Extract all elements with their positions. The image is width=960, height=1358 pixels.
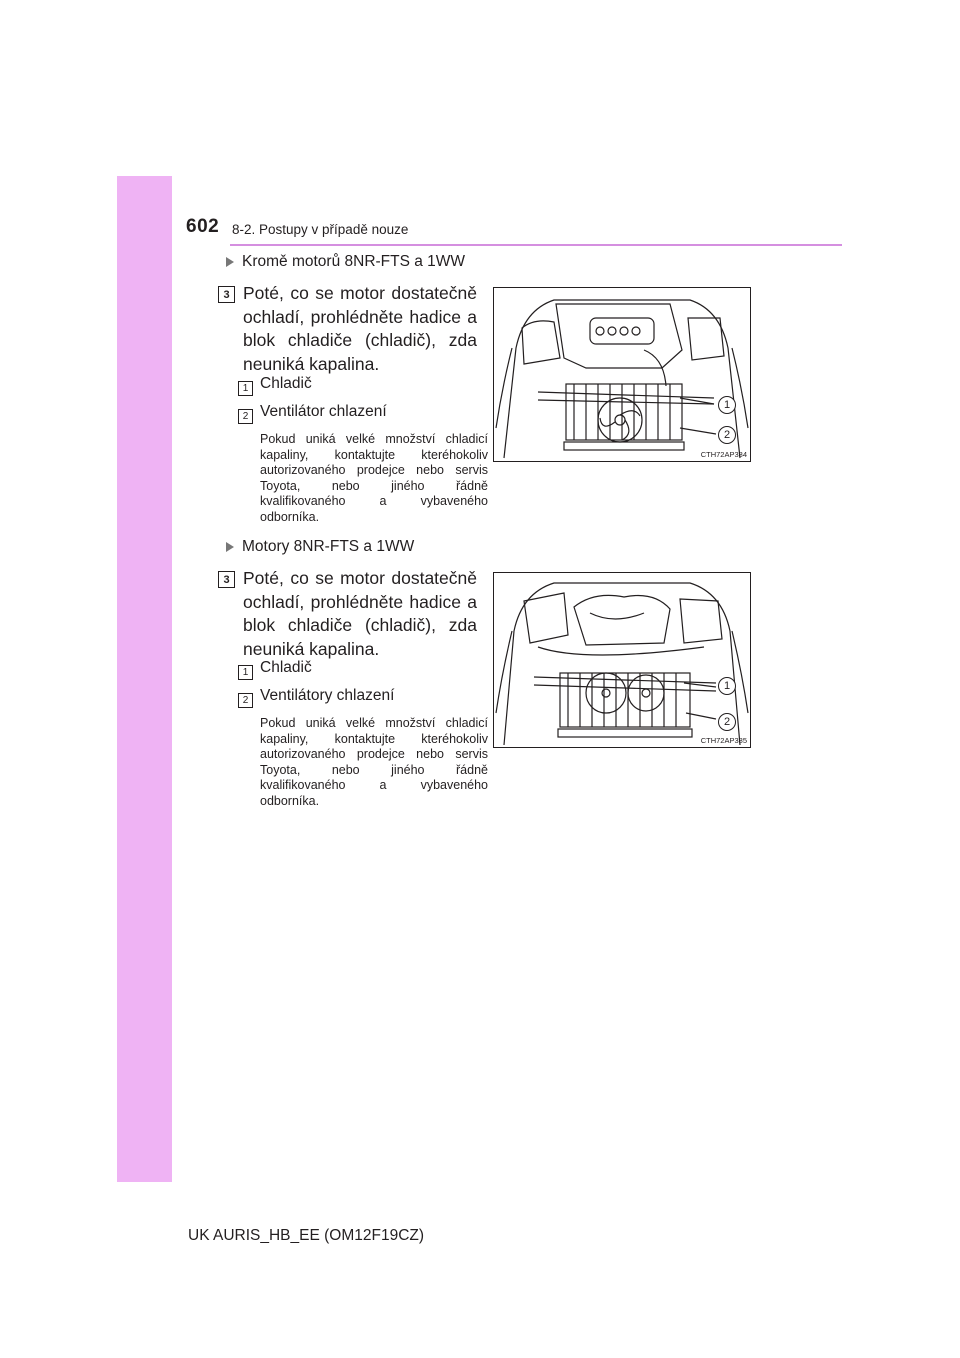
note-text: Pokud uniká velké množství chladicí kapaliny, kontaktujte kteréhokoliv autorizovaného prodejce nebo servis Toyota, nebo jiného řádně kvalifikovaného a vybaveného odborníka. bbox=[260, 432, 488, 524]
engine-bay-illustration-icon bbox=[494, 288, 750, 461]
engine-bay-illustration-icon bbox=[494, 573, 750, 747]
section-title: 8-2. Postupy v případě nouze bbox=[232, 222, 409, 237]
figure-callout-1: 1 bbox=[718, 677, 736, 695]
condition-heading-text: Kromě motorů 8NR-FTS a 1WW bbox=[242, 253, 466, 270]
step-text: Poté, co se motor dostatečně ochladí, prohlédněte hadice a blok chladiče (chladič), zda neuniká kapalina. bbox=[243, 283, 477, 374]
triangle-bullet-icon bbox=[226, 542, 234, 552]
figure-code: CTH72AP384 bbox=[700, 450, 747, 459]
condition-heading-text: Motory 8NR-FTS a 1WW bbox=[242, 538, 415, 555]
header-divider bbox=[230, 244, 842, 246]
figure-callout-2: 2 bbox=[718, 713, 736, 731]
item-label-radiator: Chladič bbox=[260, 659, 312, 676]
item-number: 2 bbox=[238, 693, 253, 708]
item-label-fan: Ventilátor chlazení bbox=[260, 403, 387, 420]
engine-bay-figure bbox=[493, 287, 751, 462]
figure-code: CTH72AP385 bbox=[700, 736, 747, 745]
step-number: 3 bbox=[218, 286, 235, 303]
note-text: Pokud uniká velké množství chladicí kapaliny, kontaktujte kteréhokoliv autorizovaného prodejce nebo servis Toyota, nebo jiného řádně kvalifikovaného a vybaveného odborníka. bbox=[260, 716, 488, 808]
condition-heading bbox=[226, 253, 465, 271]
item-number: 2 bbox=[238, 409, 253, 424]
item-label-radiator: Chladič bbox=[260, 375, 312, 392]
condition-heading bbox=[226, 538, 414, 556]
figure-callout-2: 2 bbox=[718, 426, 736, 444]
figure-callout-1: 1 bbox=[718, 396, 736, 414]
step-number: 3 bbox=[218, 571, 235, 588]
step-text: Poté, co se motor dostatečně ochladí, prohlédněte hadice a blok chladiče (chladič), zda neuniká kapalina. bbox=[243, 568, 477, 659]
engine-bay-figure bbox=[493, 572, 751, 748]
item-number: 1 bbox=[238, 665, 253, 680]
item-number: 1 bbox=[238, 381, 253, 396]
chapter-side-bar bbox=[117, 176, 172, 1182]
triangle-bullet-icon bbox=[226, 257, 234, 267]
page-number: 602 bbox=[186, 216, 220, 237]
item-label-fans: Ventilátory chlazení bbox=[260, 687, 395, 704]
manual-code: UK AURIS_HB_EE (OM12F19CZ) bbox=[188, 1227, 425, 1244]
